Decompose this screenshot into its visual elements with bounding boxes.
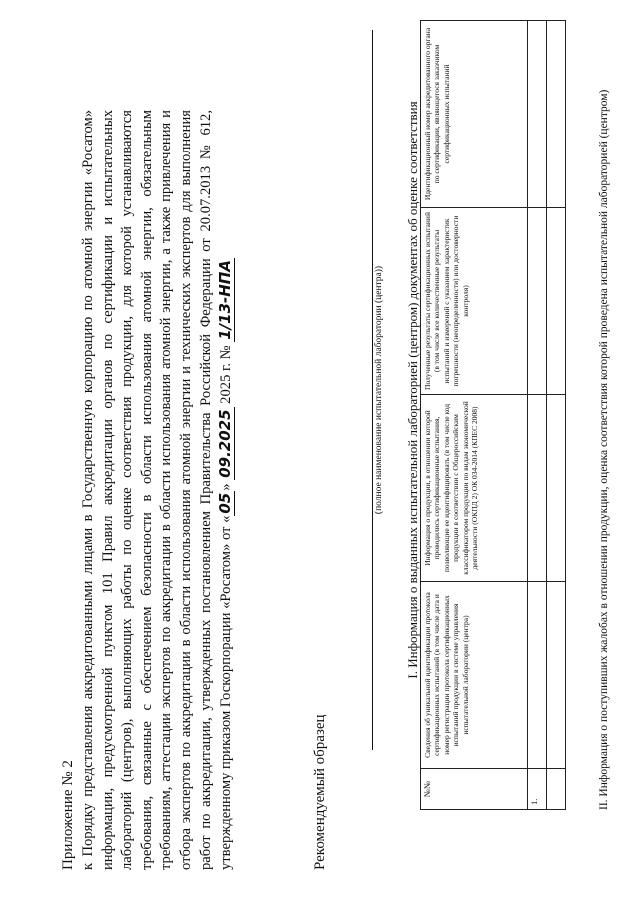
appendix-body: к Порядку представления аккредитованными лицами в Государственную корпорацию по атомной энергии «Росатом» информации, предусмотренной пунктом 101 Правил аккредитации органов по сертификации и испытательных лабораторий (центров), выполняющих работы по оценке соответствия продукции, для которой устанавливаются требования, связанные с обеспечением безопасности в области использования атомной энергии, обязательным требованиям, аттестации экспертов по аккредитации в области использования атомной энергии, а также привлечения и отбора экспертов по аккредитации в области использования атомной энергии и технических экспертов для выполнения работ по аккредитации, утвержденных постановлением Правительства Российской Федерации от 20.07.2013 № 612, утвержденному приказом Госкорпорации «Росатом» от « <box>80 110 235 870</box>
header-num: №№ <box>421 769 528 810</box>
appendix-text <box>79 110 237 870</box>
table-header-row <box>421 21 528 810</box>
appendix-sep2: 2025 г. № <box>218 341 235 408</box>
appendix-title: Приложение № 2 <box>60 760 76 870</box>
table-cell <box>547 395 566 582</box>
header-certification-body-id: Идентификационный номер аккредитованного органа по сертификации, являющегося заказчиком сертификационных испытаний <box>421 21 528 208</box>
table-cell <box>547 582 566 769</box>
appendix-header <box>60 110 237 870</box>
table-cell <box>547 21 566 208</box>
row-number-empty <box>547 769 566 810</box>
results-table-wrap <box>420 20 566 810</box>
row-number: 1. <box>528 769 547 810</box>
table-row <box>528 21 547 810</box>
results-table <box>420 20 566 810</box>
header-results: Полученные результаты сертификационных испытаний (в том числе все количественные результаты испытаний и измерений с указанием характеристик погрешности (неопределенности) или достоверности контроля) <box>421 208 528 395</box>
handwritten-day: 05 <box>216 492 235 514</box>
header-protocol-id: Сведения об уникальной идентификации протокола сертификационных испытаний (в том числе дата и номер регистрации протокола сертификационных испытаний продукции в системе управления испытательной лаборатории (центра) <box>421 582 528 769</box>
table-cell <box>528 582 547 769</box>
header-product-info: Информация о продукции, в отношении которой проводились сертификационные испытания, позволяющие ее идентифицировать (в том числе код продукции в соответствии с Общероссийским классификатором продукции по видам экономической деятельности (ОКПД 2) ОК 034-2014 (КПЕС 2008) <box>421 395 528 582</box>
table-cell <box>528 395 547 582</box>
handwritten-month: 09.2025 <box>216 409 235 478</box>
recommended-label: Рекомендуемый образец <box>312 714 328 870</box>
section1-title: I. Информация о выданных испытательной лабораторией (центром) документах об оценке соответствия <box>405 101 420 679</box>
table-cell <box>547 208 566 395</box>
table-row <box>547 21 566 810</box>
lab-name-caption: (полное наименование испытательной лаборатории (центра)) <box>374 265 384 515</box>
section2-title: II. Информация о поступивших жалобах в отношении продукции, оценка соответствия которой проведена испытательной лабораторией (центром) <box>598 89 610 810</box>
table-cell <box>528 21 547 208</box>
table-cell <box>528 208 547 395</box>
handwritten-order-number: 1/13-НПА <box>216 260 235 340</box>
lab-name-line <box>372 30 373 750</box>
appendix-sep1: » <box>218 479 235 491</box>
